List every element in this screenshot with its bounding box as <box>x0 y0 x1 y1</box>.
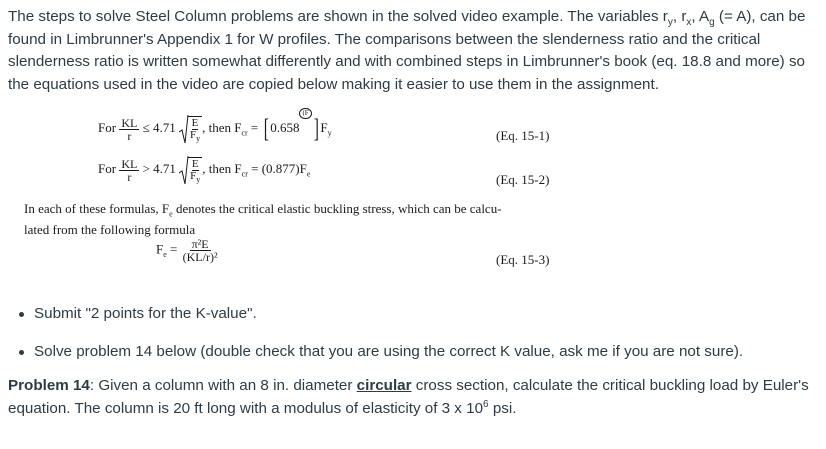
equation-15-2-label: (Eq. 15-2) <box>496 172 550 187</box>
equation-15-3: $F_e$ = $\frac{\text{π²E}}{\text{(KL/r)²}}$ <box>156 237 218 264</box>
bullet-icon <box>19 350 24 355</box>
problem-label: Problem 14 <box>8 377 90 394</box>
instruction-list <box>16 303 816 363</box>
explanation-paragraph: In each of these formulas, $F_e$ denotes the critical elastic buckling stress, which can be calcu- lated from the following formula <box>24 201 502 237</box>
equation-15-2: For $\frac{KL}{r}$ > 4.71 $\frac{E}{F_y}$ , then $F_{cr} = (0.877)F_e$ <box>98 156 311 185</box>
intro-paragraph: The steps to solve Steel Column problems are shown in the solved video example. The variables $r_y$, $r_x$, $A_g$ (= A), can be found in Limbrunner's Appendix 1 for W profiles. The comparisons between the slenderness ratio and the critical slenderness ratio is written somewhat differently and with combined steps in Limbrunner's book (eq. 18.8 and more) so the equations used in the video are copied below making it easier to use them in the assignment. <box>8 8 806 93</box>
list-item: Solve problem 14 below (double check that you are using the correct K value, ask me if you are not sure). <box>16 341 816 363</box>
equation-15-1: For $\frac{KL}{r}$ ≤ 4.71 $\frac{E}{F_y}$ , then $F_{cr}$ = [ 0.658(F] $F_y$ <box>98 109 332 144</box>
bullet-icon <box>19 312 24 317</box>
textbook-equation-image <box>20 100 580 295</box>
equation-15-1-label: (Eq. 15-1) <box>496 128 550 143</box>
problem-14: Problem 14: Given a column with an 8 in. diameter circular cross section, calculate the critical buckling load by Euler's equation. The column is 20 ft long with a modulus of elasticity of 3 x $10^6$ psi. <box>8 377 809 417</box>
equation-15-3-label: (Eq. 15-3) <box>496 252 550 267</box>
emphasis-circular: circular <box>356 377 412 394</box>
list-item: Submit "2 points for the K-value". <box>16 303 816 325</box>
